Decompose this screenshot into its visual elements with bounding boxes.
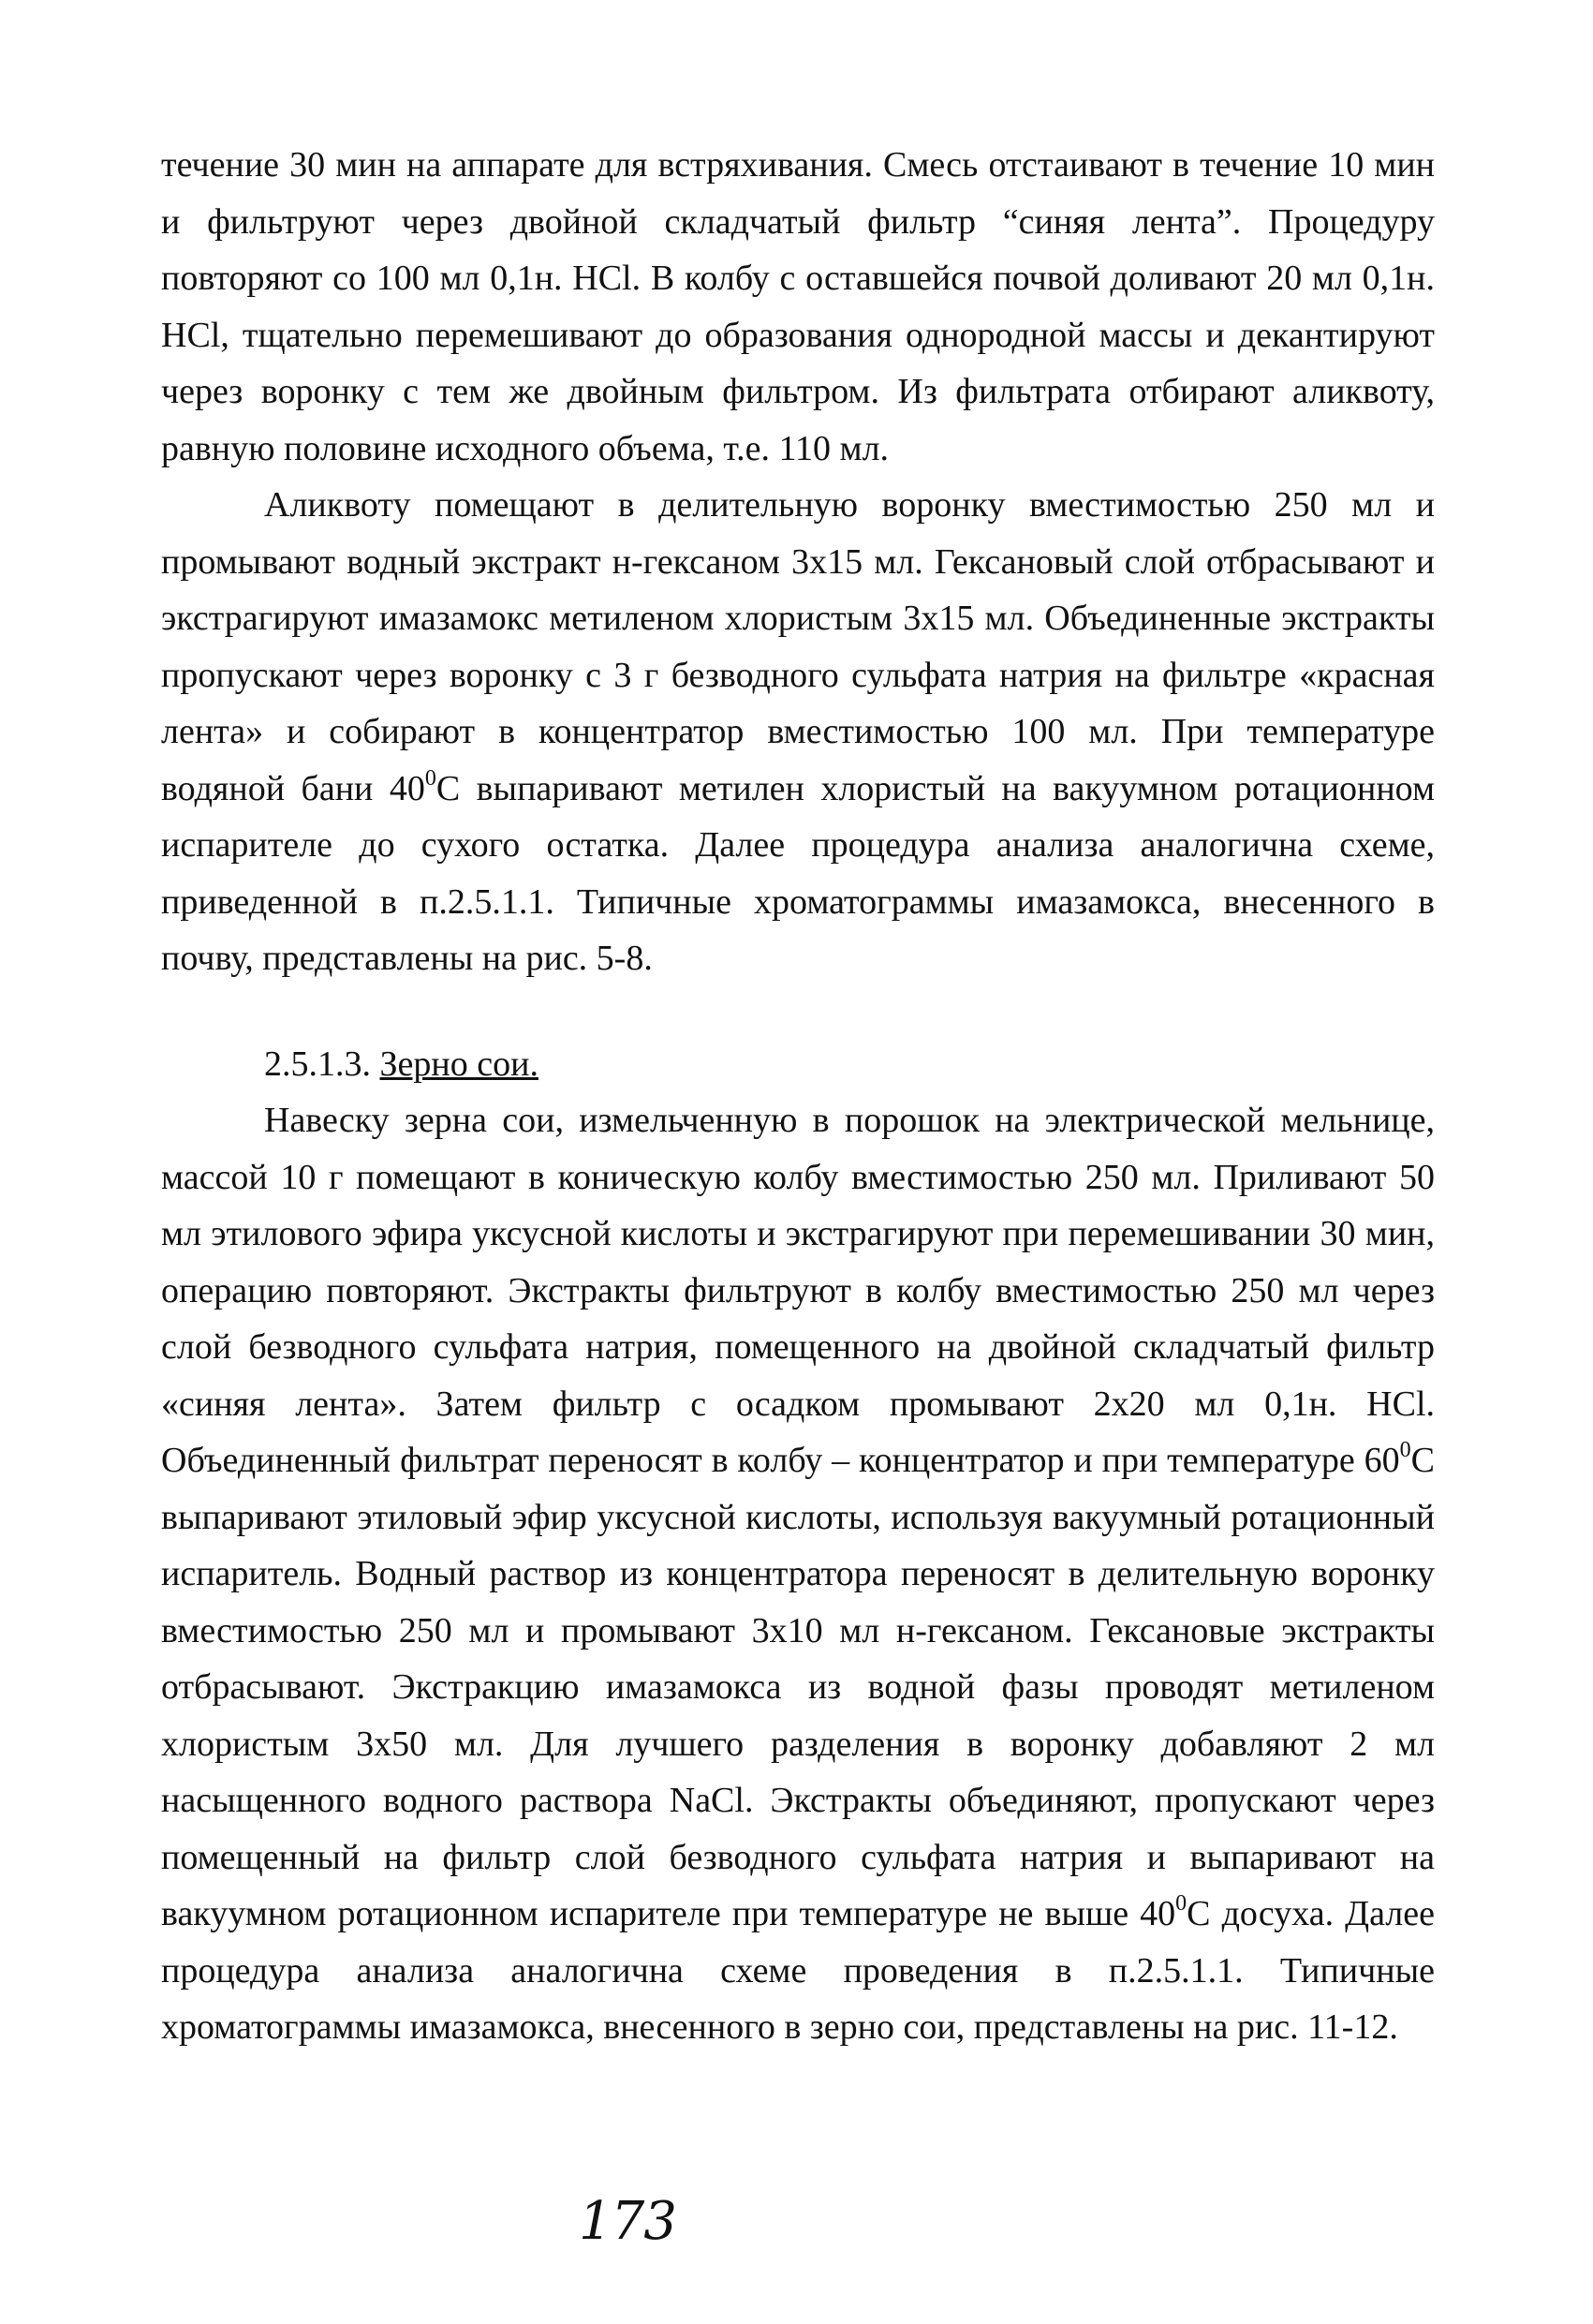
degree-superscript: 0	[424, 765, 436, 791]
page-number: 173	[579, 2191, 676, 2252]
section-title: Зерно сои.	[379, 1044, 538, 1084]
paragraph-aliquot-text-after-temperature: С выпаривают метилен хлористый на вакуумном ротационном испарителе до сухого остатка. Далее процедура анализа аналогична схеме, приведенной в п.2.5.1.1. Типичные хроматограммы имазамокса, внесенного в почву, представлены на рис. 5-8.	[161, 768, 1436, 978]
paragraph-aliquot-text-before-temperature: Аликвоту помещают в делительную воронку вместимостью 250 мл и промывают водный экстракт н-гексаном 3х15 мл. Гексановый слой отбрасывают и экстрагируют имазамокс метиленом хлористым 3х15 мл. Объединенные экстракты пропускают через воронку с 3 г безводного сульфата натрия на фильтре «красная лента» и собирают в концентратор вместимостью 100 мл. При температуре водяной бани 40	[161, 485, 1435, 808]
paragraph-soybean-text-part-one: Навеску зерна сои, измельченную в порошок на электрической мельнице, массой 10 г помещают в коническую колбу вместимостью 250 мл. Приливают 50 мл этилового эфира уксусной кислоты и экстрагируют при перемешивании 30 мин, операцию повторяют. Экстракты фильтруют в колбу вместимостью 250 мл через слой безводного сульфата натрия, помещенного на двойной складчатый фильтр «синяя лента». Затем фильтр с осадком промывают 2х20 мл 0,1н. HCl. Объединенный фильтрат переносят в колбу – концентратор и при температуре 60	[161, 1101, 1435, 1480]
degree-superscript: 0	[1399, 1438, 1411, 1463]
paragraph-soybean-method	[161, 1092, 1435, 2056]
section-number: 2.5.1.3.	[264, 1044, 371, 1084]
section-heading	[161, 1036, 1435, 1093]
degree-superscript: 0	[1175, 1891, 1187, 1917]
paragraph-soil-extraction: течение 30 мин на аппарате для встряхивания. Смесь отстаивают в течение 10 мин и фильтруют через двойной складчатый фильтр “синяя лента”. Процедуру повторяют со 100 мл 0,1н. HCl. В колбу с оставшейся почвой доливают 20 мл 0,1н. HCl, тщательно перемешивают до образования однородной массы и декантируют через воронку с тем же двойным фильтром. Из фильтрата отбирают аликвоту, равную половине исходного объема, т.е. 110 мл.	[161, 145, 1435, 468]
paragraph-soybean-text-part-three: С досуха. Далее процедура анализа аналогична схеме проведения в п.2.5.1.1. Типичные хроматограммы имазамокса, внесенного в зерно сои, представлены на рис. 11-12.	[161, 1894, 1435, 2047]
paragraph-aliquot-processing	[161, 477, 1435, 987]
document-body	[161, 137, 1435, 2056]
paragraph-soybean-text-part-two: С выпаривают этиловый эфир уксусной кислоты, используя вакуумный ротационный испаритель. Водный раствор из концентратора переносят в делительную воронку вместимостью 250 мл и промывают 3х10 мл н-гексаном. Гексановые экстракты отбрасывают. Экстракцию имазамокса из водной фазы проводят метиленом хлористым 3х50 мл. Для лучшего разделения в воронку добавляют 2 мл насыщенного водного раствора NaCl. Экстракты объединяют, пропускают через помещенный на фильтр слой безводного сульфата натрия и выпаривают на вакуумном ротационном испарителе при температуре не выше 40	[161, 1441, 1435, 1933]
